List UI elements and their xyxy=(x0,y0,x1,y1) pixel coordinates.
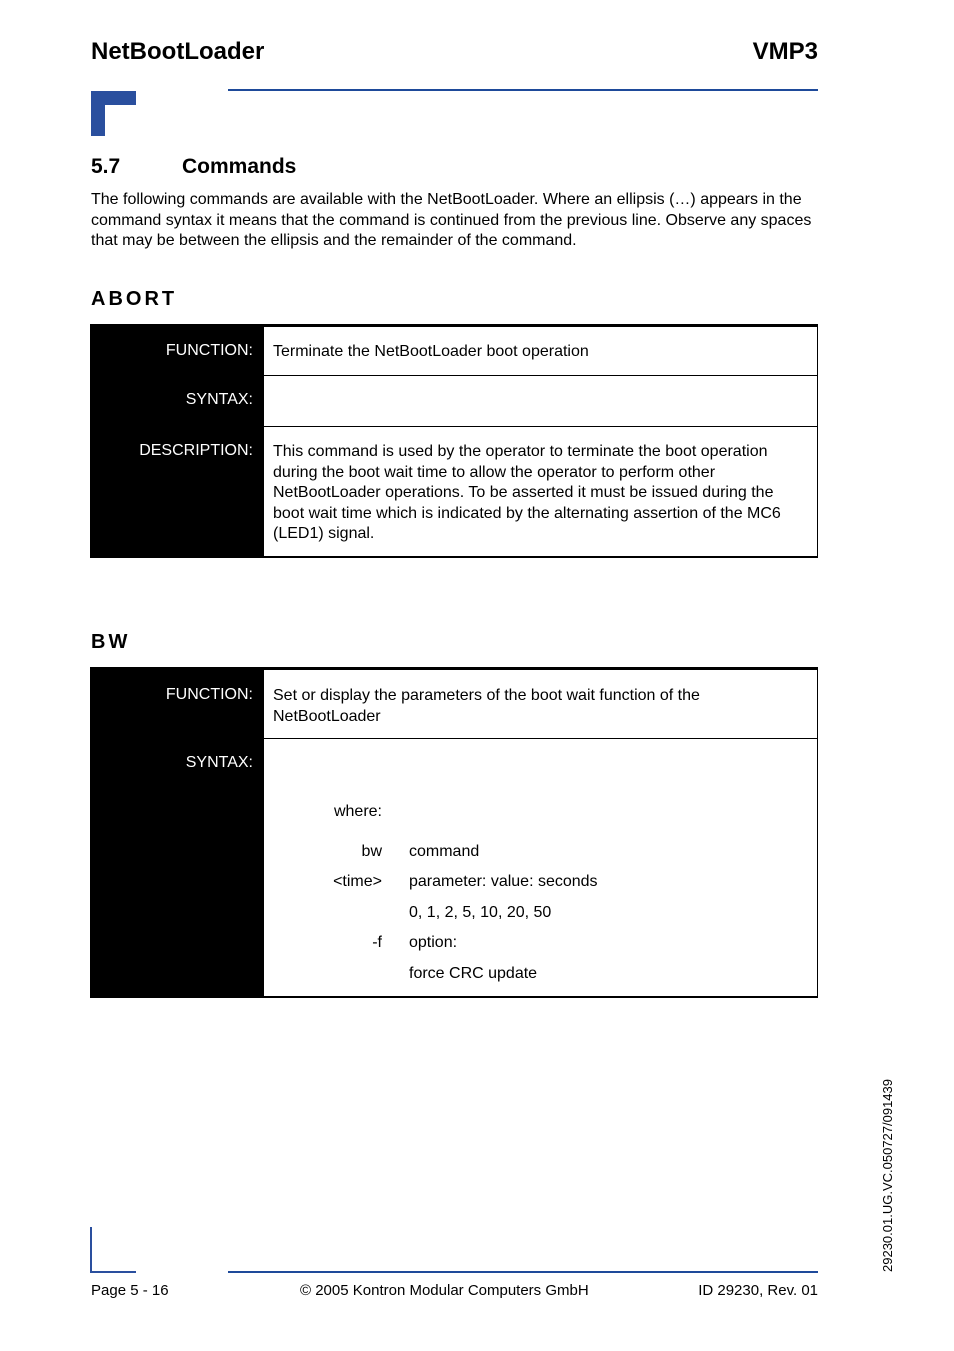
header-product: VMP3 xyxy=(752,38,818,65)
row-separator xyxy=(264,426,817,427)
param-value: force CRC update xyxy=(409,965,538,982)
footer-rule xyxy=(228,1271,818,1273)
document-id: ID 29230, Rev. 01 xyxy=(698,1282,818,1299)
row-separator xyxy=(264,738,817,739)
page-number: Page 5 - 16 xyxy=(91,1282,169,1299)
row-separator xyxy=(264,375,817,376)
footer-corner-mark-horizontal xyxy=(90,1271,136,1273)
syntax-label: SYNTAX: xyxy=(185,754,253,771)
param-key: -f xyxy=(372,934,382,951)
section-title: Commands xyxy=(182,155,297,178)
bw-title: BW xyxy=(91,631,131,653)
param-key: bw xyxy=(361,843,382,860)
bw-table xyxy=(90,667,818,998)
param-value: parameter: value: seconds xyxy=(409,873,598,890)
param-key: <time> xyxy=(333,873,382,890)
corner-mark-vertical xyxy=(91,91,105,136)
header-rule xyxy=(228,89,818,91)
where-label: where: xyxy=(333,803,382,820)
function-label: FUNCTION: xyxy=(165,342,253,359)
function-text: Terminate the NetBootLoader boot operation xyxy=(273,343,589,360)
function-text: Set or display the parameters of the boot wait function of the NetBootLoader xyxy=(273,687,700,725)
section-intro: The following commands are available with the NetBootLoader. Where an ellipsis (…) appears in the command syntax it means that the command is continued from the previous line. Observe any spaces that may be between the ellipsis and the remainder of the command. xyxy=(91,191,812,249)
label-column xyxy=(90,670,264,996)
description-label: DESCRIPTION: xyxy=(139,442,253,459)
copyright: © 2005 Kontron Modular Computers GmbH xyxy=(300,1282,589,1299)
param-value: command xyxy=(409,843,480,860)
footer-corner-mark xyxy=(90,1227,92,1273)
description-text: This command is used by the operator to terminate the boot operation during the boot wait time to allow the operator to perform other NetBootLoader operations. To be asserted it must be issued during the boot wait time which is indicated by the alternating assertion of the MC6 (LED1) signal. xyxy=(273,443,781,542)
side-document-code: 29230.01.UG.VC.050727/091439 xyxy=(880,1079,895,1272)
section-number: 5.7 xyxy=(91,155,121,178)
param-value: 0, 1, 2, 5, 10, 20, 50 xyxy=(409,904,552,921)
abort-table xyxy=(90,324,818,558)
abort-title: ABORT xyxy=(91,288,178,310)
syntax-label: SYNTAX: xyxy=(185,391,253,408)
param-value: option: xyxy=(409,934,458,951)
header-title: NetBootLoader xyxy=(91,38,265,65)
function-label: FUNCTION: xyxy=(165,686,253,703)
